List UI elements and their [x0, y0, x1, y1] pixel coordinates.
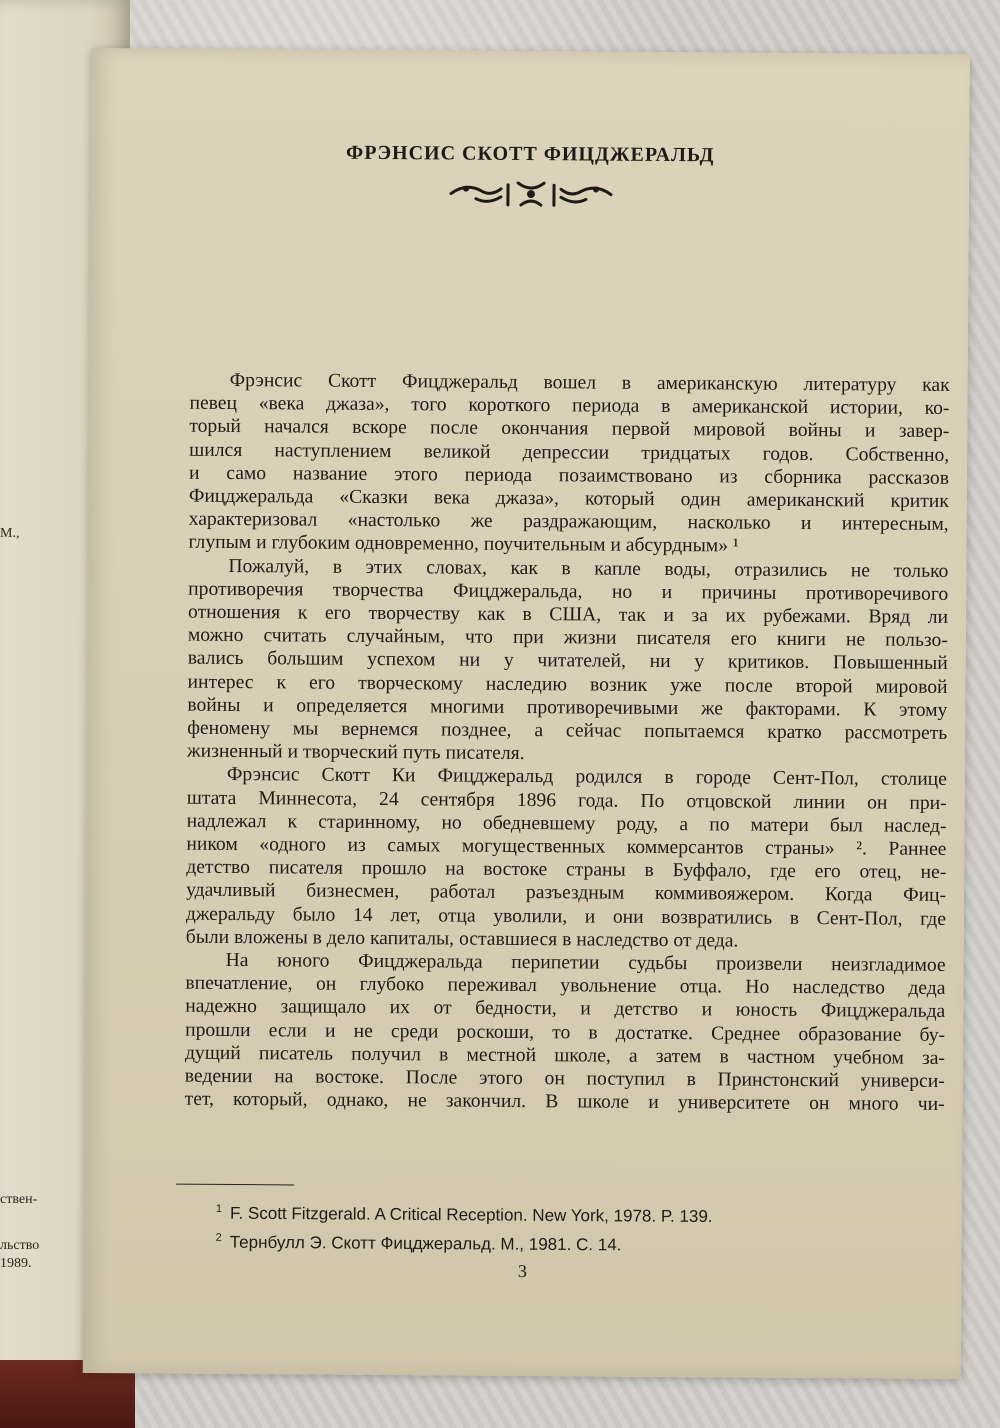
text-line: жизненный и творческий путь писателя. [187, 740, 525, 765]
text-line: можно считать случайным, что при жизни писателя его книги не пользо- [187, 624, 948, 652]
footnote-item [216, 1197, 946, 1231]
left-page-fragment: льство [0, 1238, 40, 1253]
footnote-text: Тернбулл Э. Скотт Фицджеральд. М., 1981. С. 14. [229, 1232, 622, 1255]
text-line: войны и определяется многими противоречивыми же факторами. К этому [187, 694, 948, 721]
footnotes [216, 1197, 946, 1259]
text-line: Пожалуй, в этих словах, как в капле воды, отразились не только [228, 555, 949, 582]
footnote-mark: 2 [215, 1231, 222, 1244]
text-line: прошли если и не среди роскоши, то в достатке. Среднее образование бу- [185, 1019, 946, 1046]
page-number: 3 [517, 1261, 528, 1282]
text-line: противоречия творчества Фицджеральда, но и причины противоречивого [188, 578, 949, 605]
footnote-item [216, 1226, 946, 1260]
text-line: феномену мы вернемся позднее, а сейчас попытаемся кратко рассмотреть [187, 717, 948, 745]
body-text [185, 369, 950, 1117]
text-line: ведении на востоке. После этого он поступил в Принстонский универси- [184, 1065, 945, 1093]
text-line: характеризовал «настолько же раздражающим, насколько и интересным, [188, 508, 949, 536]
left-page-fragment: ствен- [0, 1192, 38, 1207]
chapter-title: ФРЭНСИС СКОТТ ФИЦДЖЕРАЛЬД [346, 141, 715, 167]
text-line: торый начался вскоре после окончания первой мировой войны и завер- [189, 416, 950, 443]
text-line: впечатление, он глубоко переживал увольнение отца. Но наследство деда [185, 972, 946, 1000]
text-line: дущий писатель получил в местной школе, а затем в частном учебном за- [184, 1042, 946, 1069]
footnote-text: F. Scott Fitzgerald. A Critical Reception. New York, 1978. P. 139. [229, 1203, 713, 1227]
vignette-ornament-icon [446, 176, 616, 211]
text-line: тет, который, однако, не закончил. В школе и университете он много чи- [184, 1088, 945, 1116]
text-line: интерес к его творческому наследию возник уже после второй мировой [187, 671, 948, 698]
left-page-fragment: 1989. [0, 1256, 32, 1271]
text-line: были вложены в дело капиталы, оставшиеся в наследство от деда. [185, 926, 739, 952]
text-line: певец «века джаза», того короткого периода в американской истории, ко- [189, 392, 950, 420]
text-line: штата Миннесота, 24 сентября 1896 года. По отцовской линии он при- [186, 787, 947, 814]
text-line: и само название этого периода позаимствовано из сборника рассказов [188, 462, 950, 489]
text-line: Фрэнсис Скотт Ки Фицджеральд родился в городе Сент-Пол, столице [226, 764, 947, 791]
text-line: Фицджеральда «Сказки века джаза», который один американский критик [188, 485, 949, 513]
text-line: вались большим успехом ни у читателей, ни у критиков. Повышенный [187, 648, 948, 675]
text-line: На юного Фицджеральда перипетии судьбы произвели неизгладимое [225, 950, 946, 977]
text-line: отношения к его творчеству как в США, так и за их рубежами. Вряд ли [187, 601, 949, 629]
book-page [83, 48, 970, 1379]
text-line: детство писателя прошло на востоке страны в Буффало, где его отец, не- [186, 856, 947, 884]
footnote-mark: 1 [215, 1202, 223, 1215]
footnote-divider [176, 1184, 294, 1186]
text-line: Фрэнсис Скотт Фицджеральд вошел в американскую литературу как [229, 369, 950, 396]
text-line: ником «одного из самых могущественных коммерсантов страны» ². Раннее [186, 833, 947, 861]
left-page-fragment: М., [0, 526, 20, 541]
text-line: глупым и глубоким одновременно, поучительным и абсурдным» ¹ [188, 532, 739, 557]
text-line: надежно защищало их от бедности, и детство и юность Фицджеральда [185, 996, 946, 1023]
text-line: удачливый бизнесмен, работал разъездным коммивояжером. Когда Фиц- [186, 880, 947, 907]
text-line: шился наступлением великой депрессии тридцатых годов. Собственно, [189, 439, 950, 466]
text-line: джеральду было 14 лет, отца уволили, и они возвратились в Сент-Пол, где [185, 903, 947, 930]
text-line: надлежал к старинному, но обедневшему роду, а по матери был наслед- [186, 810, 947, 837]
